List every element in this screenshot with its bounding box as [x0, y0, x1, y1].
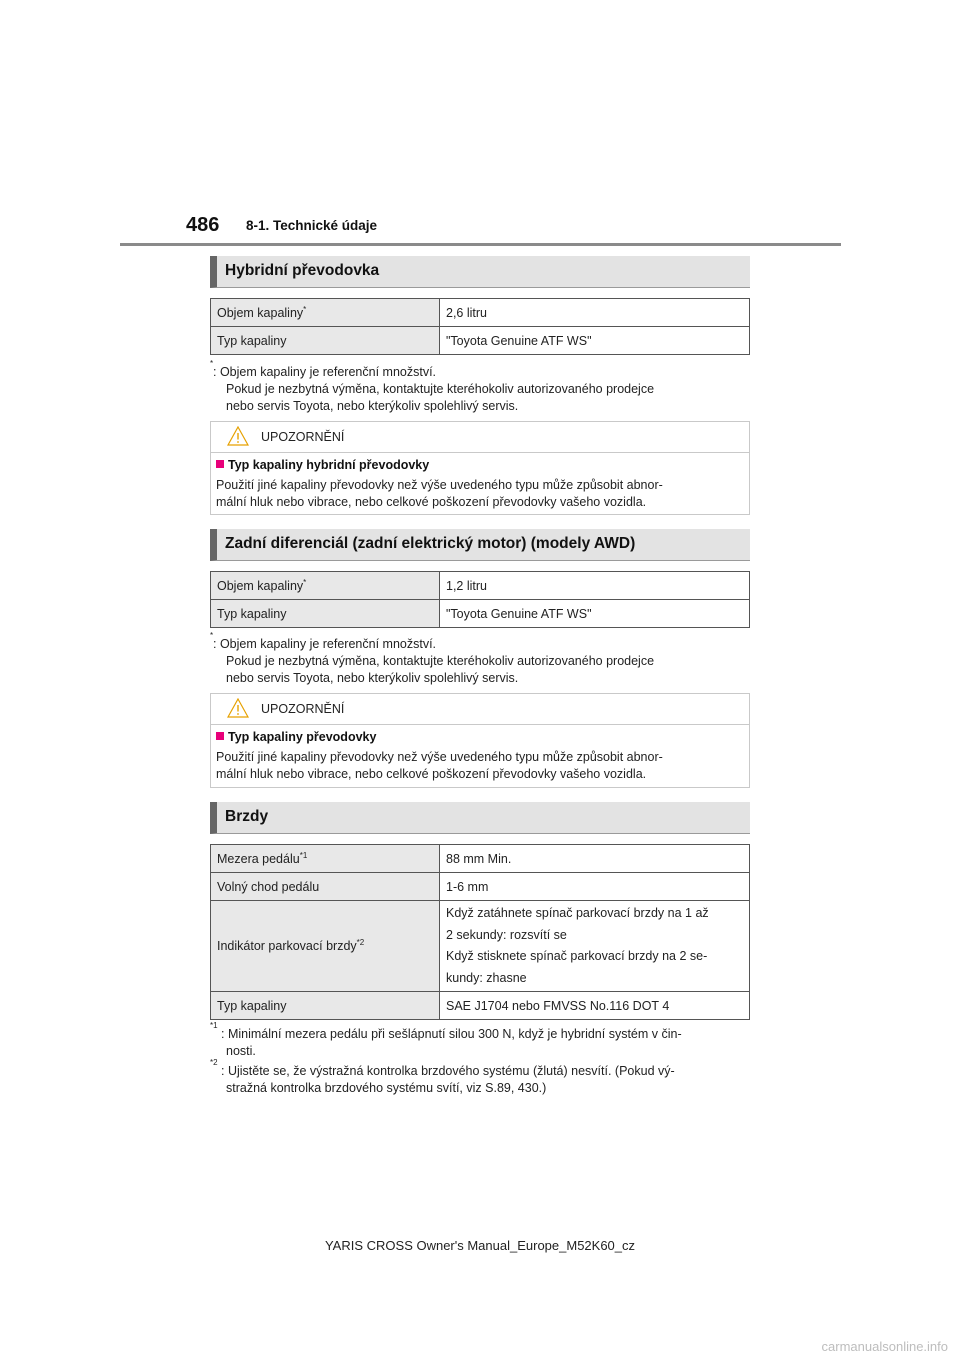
warning-triangle-icon: [227, 698, 249, 718]
table-value: 88 mm Min.: [440, 845, 750, 873]
spec-table-brakes: [210, 844, 750, 1020]
section-heading-brakes: [210, 802, 750, 834]
table-value: 1,2 litru: [440, 572, 750, 600]
table-row: [211, 992, 750, 1020]
table-row: [211, 327, 750, 355]
section-title: Hybridní převodovka: [225, 262, 380, 279]
warning-subtitle: Typ kapaliny převodovky: [216, 730, 376, 744]
table-key: Mezera pedálu$^{*1}$: [211, 845, 440, 873]
warning-subtitle: Typ kapaliny hybridní převodovky: [216, 458, 429, 472]
warning-box: [210, 421, 750, 515]
table-row: [211, 901, 750, 992]
table-key: Typ kapaliny: [211, 327, 440, 355]
warning-triangle-icon: [227, 426, 249, 446]
table-value: 1-6 mm: [440, 873, 750, 901]
table-row: [211, 299, 750, 327]
footnote: *2 : Ujistěte se, že výstražná kontrolka brzdového systému (žlutá) nesvítí. (Pokud vý- stražná kontrolka brzdového systému svítí, viz S.89, 430.): [210, 1058, 675, 1095]
table-value: 2,6 litru: [440, 299, 750, 327]
watermark: carmanualsonline.info: [821, 1339, 948, 1354]
table-key: Typ kapaliny: [211, 600, 440, 628]
warning-text: Použití jiné kapaliny převodovky než výše uvedeného typu může způsobit abnor- mální hluk nebo vibrace, nebo celkové poškození převodovky vašeho vozidla.: [216, 478, 663, 509]
bullet-square-icon: [216, 732, 224, 740]
table-row: [211, 845, 750, 873]
chapter-title: 8-1. Technické údaje: [246, 218, 378, 233]
table-row: [211, 572, 750, 600]
section-heading-rear-differential: [210, 529, 750, 561]
table-row: [211, 873, 750, 901]
footnote: * : Objem kapaliny je referenční množství. Pokud je nezbytná výměna, kontaktujte kteréhokoliv autorizovaného prodejce nebo servis Toyota, nebo kterýkoliv spolehlivý servis.: [210, 631, 655, 685]
table-key: Objem kapaliny*: [211, 299, 440, 327]
warning-title: UPOZORNĚNÍ: [261, 430, 345, 444]
warning-text: Použití jiné kapaliny převodovky než výše uvedeného typu může způsobit abnor- mální hluk nebo vibrace, nebo celkové poškození převodovky vašeho vozidla.: [216, 750, 663, 781]
table-key: Volný chod pedálu: [211, 873, 440, 901]
table-value: SAE J1704 nebo FMVSS No.116 DOT 4: [440, 992, 750, 1020]
table-key: Indikátor parkovací brzdy$^{*2}$: [211, 901, 440, 992]
footnote: *1 : Minimální mezera pedálu při sešlápnutí silou 300 N, když je hybridní systém v čin- nosti.: [210, 1021, 682, 1058]
warning-title: UPOZORNĚNÍ: [261, 702, 345, 716]
table-value: "Toyota Genuine ATF WS": [440, 327, 750, 355]
footnote: * : Objem kapaliny je referenční množství. Pokud je nezbytná výměna, kontaktujte kteréhokoliv autorizovaného prodejce nebo servis Toyota, nebo kterýkoliv spolehlivý servis.: [210, 359, 655, 413]
spec-table-rear-differential: [210, 571, 750, 628]
table-row: [211, 600, 750, 628]
table-key: Objem kapaliny*: [211, 572, 440, 600]
footer-manual-id: YARIS CROSS Owner's Manual_Europe_M52K60_cz: [324, 1238, 636, 1253]
table-key: Typ kapaliny: [211, 992, 440, 1020]
page-number: 486: [186, 214, 220, 236]
section-heading-hybrid-transmission: [210, 256, 750, 288]
section-title: Zadní diferenciál (zadní elektrický motor) (modely AWD): [225, 535, 636, 552]
warning-box: [210, 693, 750, 788]
spec-table-hybrid-transmission: [210, 298, 750, 355]
table-value: Když zatáhnete spínač parkovací brzdy na 1 až 2 sekundy: rozsvítí se Když stisknete spínač parkovací brzdy na 2 se- kundy: zhasne: [440, 901, 750, 992]
bullet-square-icon: [216, 460, 224, 468]
table-value: "Toyota Genuine ATF WS": [440, 600, 750, 628]
section-title: Brzdy: [225, 808, 269, 825]
header-divider: [120, 243, 841, 246]
